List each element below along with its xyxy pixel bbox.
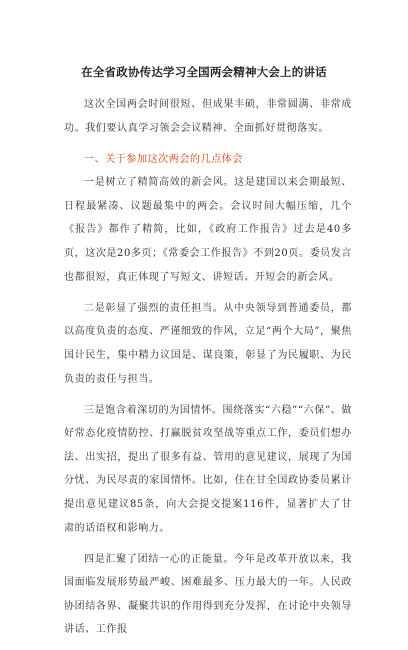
intro-paragraph: 这次全国两会时间很短、但成果丰硕，非常圆满、非常成功。我们要认真学习领会会议精神、全面抓好贯彻落实。: [64, 99, 352, 134]
body-paragraph-3: 三是饱含着深切的为国情怀。围绕落实“六稳”“六保”、做好常态化疫情防控、打赢脱贫攻坚战等重点工作，委员们想办法、出实招，提出了很多有益、管用的意见建议，展现了为国分忧、为民尽责的家国情怀。比如，住在甘全国政协委员累计提出意见建议85条，向大会提交提案116件，显著扩大了甘肃的话语权和影响力。: [64, 404, 352, 534]
section-heading: 一、关于参加这次两会的几点体会: [84, 153, 243, 165]
body-paragraph-4: 四是汇聚了团结一心的正能量。今年是改革开放以来，我国面临发展形势最严峻、困难最多、压力最大的一年。人民政协团结各界、凝聚共识的作用得到充分发挥，在讨论中央领导讲话、工作报: [64, 553, 352, 636]
document-title: 在全省政协传达学习全国两会精神大会上的讲话: [81, 65, 327, 79]
body-paragraph-1: 一是树立了精简高效的新会风。这是建国以来会期最短、日程最紧凑、议题最集中的两会。会议时间大幅压缩，几个《报告》都作了精简，比如，《政府工作报告》过去是40多页，这次是20多页；《常委会工作报告》不到20页。委员发言也都很短，真正体现了写短文、讲短话、开短会的新会风。: [64, 177, 352, 283]
body-paragraph-2: 二是彰显了强烈的责任担当。从中央领导到普通委员，都以高度负责的态度、严谨细致的作风，立足“两个大局”，聚焦国计民生，集中精力议国是、谋良策，彰显了为民履职、为民负责的责任与担当。: [64, 302, 352, 385]
document-body: [64, 93, 352, 650]
